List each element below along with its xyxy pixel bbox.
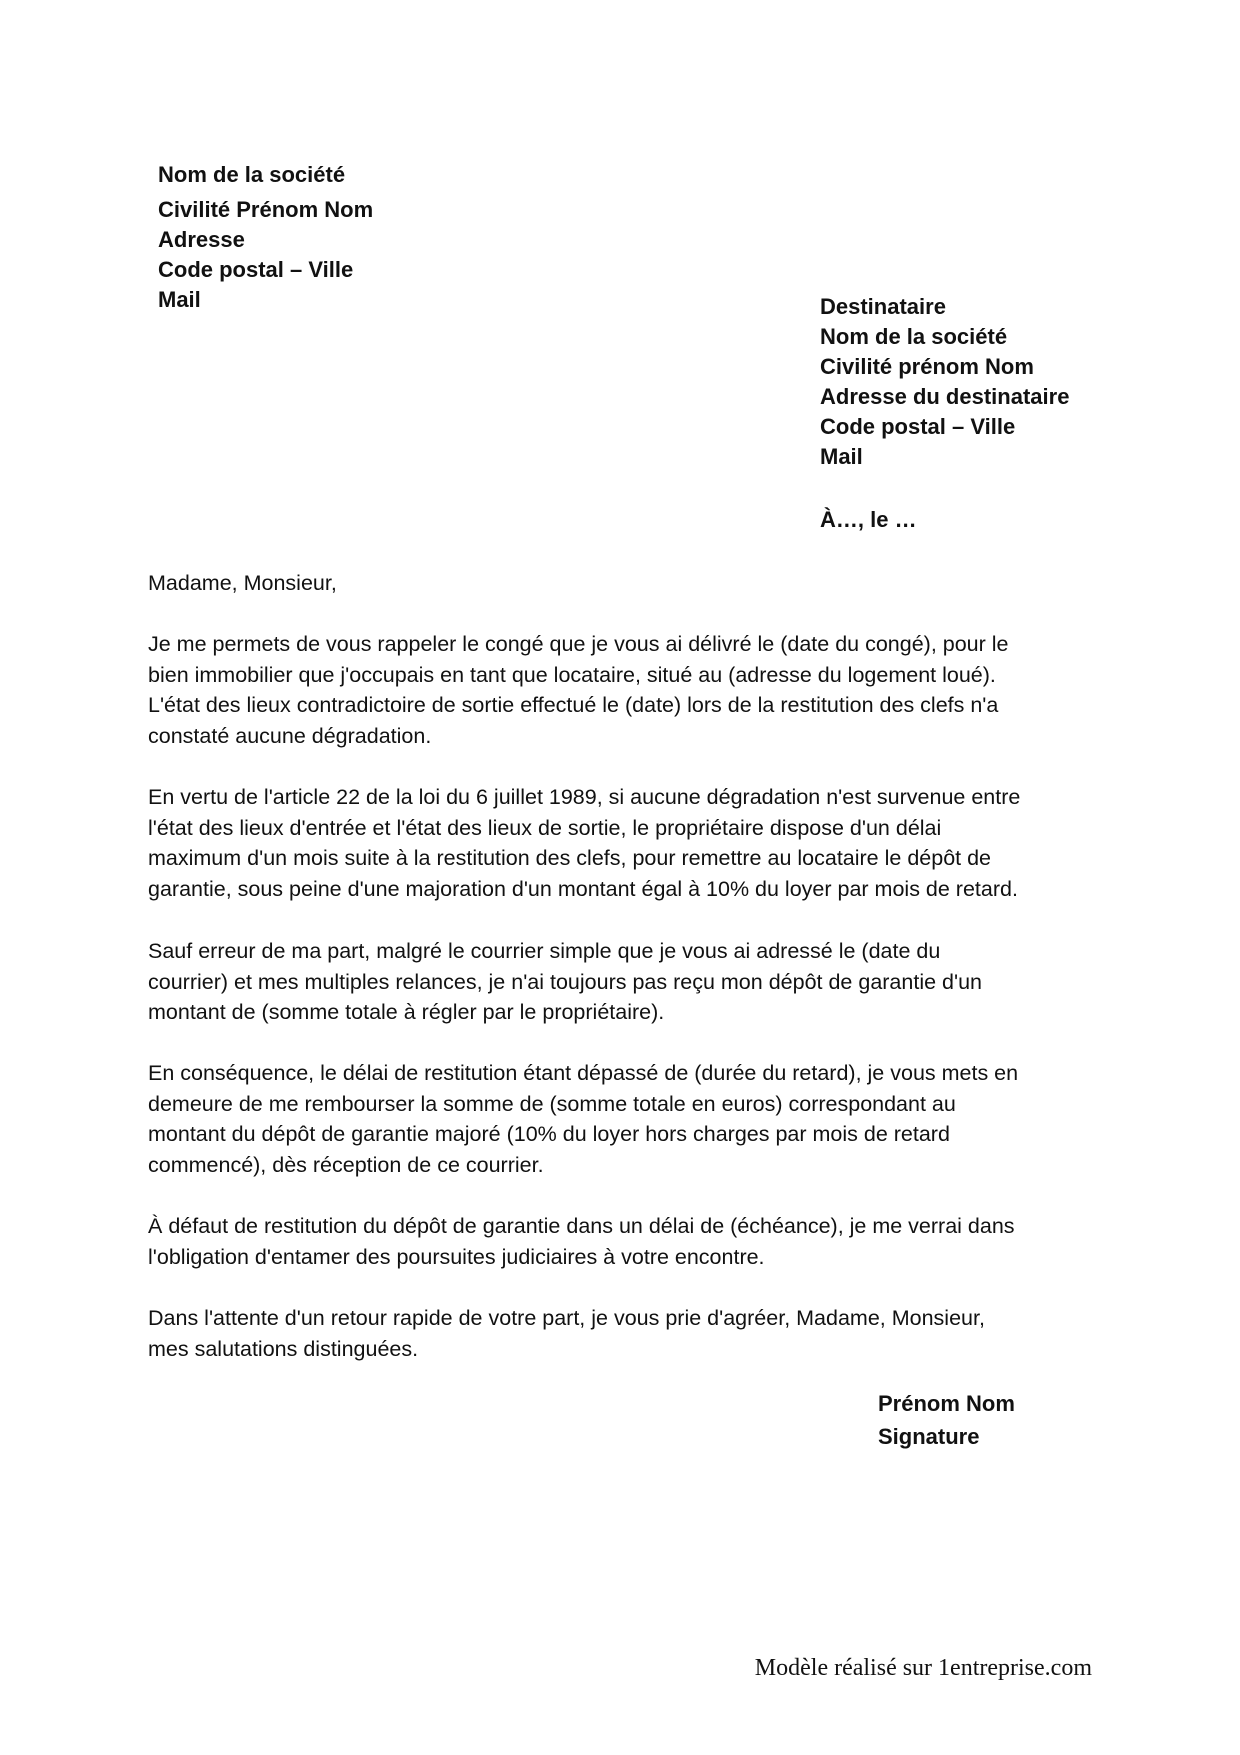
recipient-mail: Mail: [820, 444, 863, 469]
recipient-name: Civilité prénom Nom: [820, 354, 1034, 379]
paragraph-line: garantie, sous peine d'une majoration d'un montant égal à 10% du loyer par mois de retard.: [148, 876, 1018, 901]
paragraph-line: Je me permets de vous rappeler le congé que je vous ai délivré le (date du congé), pour le: [148, 632, 1009, 656]
signature-label: Signature: [878, 1424, 980, 1449]
paragraph-line: L'état des lieux contradictoire de sortie effectué le (date) lors de la restitution des clefs n'a: [148, 693, 999, 718]
paragraph-line: bien immobilier que j'occupais en tant que locataire, situé au (adresse du logement loué).: [148, 662, 996, 687]
recipient-block: [820, 292, 1069, 472]
sender-name: Civilité Prénom Nom: [158, 197, 374, 222]
paragraph-reminder: [148, 936, 1108, 1028]
paragraph-line: maximum d'un mois suite à la restitution des clefs, pour remettre au locataire le dépôt de: [148, 846, 992, 871]
sender-address: Adresse: [158, 227, 245, 252]
footer-credit: Modèle réalisé sur 1entreprise.com: [754, 1655, 1092, 1681]
paragraph-law: [148, 782, 1108, 904]
paragraph-line: En vertu de l'article 22 de la loi du 6 juillet 1989, si aucune dégradation n'est survenue entre: [148, 785, 1021, 809]
paragraph-line: commencé), dès réception de ce courrier.: [148, 1152, 544, 1177]
paragraph-line: À défaut de restitution du dépôt de garantie dans un délai de (échéance), je me verrai dans: [148, 1214, 1015, 1238]
paragraph-line: Dans l'attente d'un retour rapide de votre part, je vous prie d'agréer, Madame, Monsieur,: [148, 1306, 985, 1330]
sender-city: Code postal – Ville: [158, 257, 354, 282]
recipient-address: Adresse du destinataire: [820, 384, 1070, 409]
paragraph-line: montant du dépôt de garantie majoré (10% du loyer hors charges par mois de retard: [148, 1122, 950, 1147]
paragraph-notice: [148, 629, 1108, 751]
paragraph-line: mes salutations distinguées.: [148, 1336, 419, 1361]
recipient-city: Code postal – Ville: [820, 414, 1016, 439]
salutation: Madame, Monsieur,: [148, 571, 337, 595]
paragraph-formal-notice: [148, 1058, 1108, 1180]
signature-block: [878, 1387, 1015, 1453]
signature-name: Prénom Nom: [878, 1391, 1015, 1416]
paragraph-line: Sauf erreur de ma part, malgré le courrier simple que je vous ai adressé le (date du: [148, 939, 941, 963]
paragraph-line: En conséquence, le délai de restitution étant dépassé de (durée du retard), je vous mets en: [148, 1061, 1019, 1085]
recipient-label: Destinataire: [820, 294, 946, 319]
paragraph-legal-action: [148, 1211, 1108, 1272]
sender-mail: Mail: [158, 287, 201, 312]
recipient-company: Nom de la société: [820, 324, 1008, 349]
paragraph-line: courrier) et mes multiples relances, je n'ai toujours pas reçu mon dépôt de garantie d'un: [148, 969, 983, 994]
paragraph-line: l'état des lieux d'entrée et l'état des lieux de sortie, le propriétaire dispose d'un délai: [148, 815, 942, 840]
paragraph-line: l'obligation d'entamer des poursuites judiciaires à votre encontre.: [148, 1244, 765, 1269]
paragraph-line: demeure de me rembourser la somme de (somme totale en euros) correspondant au: [148, 1091, 956, 1116]
sender-block: [158, 160, 373, 315]
sender-company: Nom de la société: [158, 162, 346, 187]
paragraph-closing: [148, 1303, 1108, 1364]
paragraph-line: montant de (somme totale à régler par le propriétaire).: [148, 1000, 665, 1025]
paragraph-line: constaté aucune dégradation.: [148, 723, 432, 748]
place-date-line: À…, le …: [820, 507, 917, 532]
